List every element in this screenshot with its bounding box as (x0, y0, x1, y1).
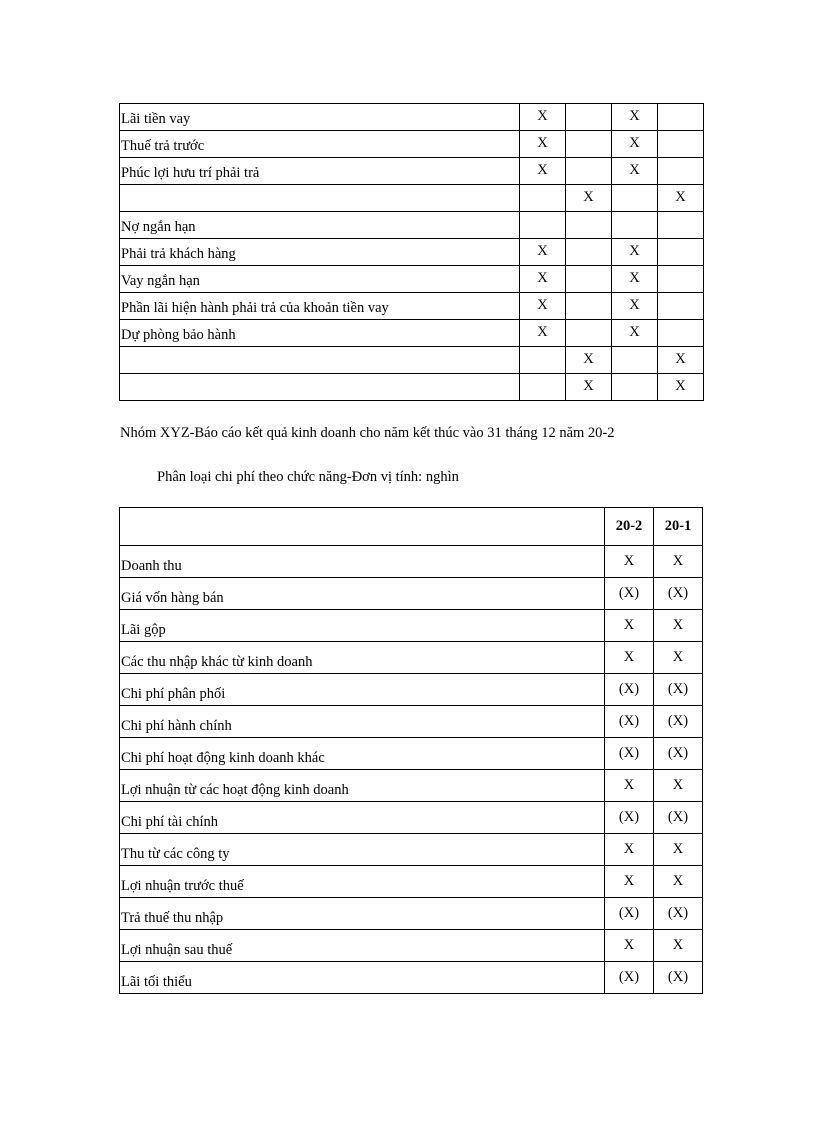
cell-mark: X (520, 320, 566, 347)
cell-mark: X (654, 546, 703, 578)
cell-mark (612, 374, 658, 401)
cell-mark: X (605, 770, 654, 802)
table-row (120, 930, 703, 962)
table-row (120, 578, 703, 610)
cell-mark: (X) (605, 578, 654, 610)
cell-mark (658, 266, 704, 293)
row-label: Lãi tiền vay (120, 104, 520, 131)
cell-mark (612, 347, 658, 374)
cell-mark: (X) (605, 706, 654, 738)
table-row (120, 347, 704, 374)
cell-mark: X (520, 266, 566, 293)
cell-mark: X (612, 158, 658, 185)
table-row (120, 239, 704, 266)
report-heading: Nhóm XYZ-Báo cáo kết quả kinh doanh cho năm kết thúc vào 31 tháng 12 năm 20-2 (120, 425, 615, 441)
cell-mark: X (612, 266, 658, 293)
cell-mark (566, 104, 612, 131)
row-label: Vay ngắn hạn (120, 266, 520, 293)
cell-mark (520, 212, 566, 239)
cell-mark: X (658, 347, 704, 374)
table-row (120, 674, 703, 706)
row-label: Lãi tối thiểu (120, 962, 605, 994)
row-label: Thuế trả trước (120, 131, 520, 158)
row-label: Phúc lợi hưu trí phải trả (120, 158, 520, 185)
cell-mark: X (654, 610, 703, 642)
cell-mark (566, 293, 612, 320)
cell-mark (566, 212, 612, 239)
cell-mark: X (654, 866, 703, 898)
balance-sheet-table (119, 103, 704, 401)
cell-mark: (X) (605, 898, 654, 930)
row-label: Phải trả khách hàng (120, 239, 520, 266)
cell-mark (612, 185, 658, 212)
table-row (120, 158, 704, 185)
cell-mark: (X) (605, 738, 654, 770)
cell-mark (520, 374, 566, 401)
income-statement-table (119, 507, 703, 994)
cell-mark (658, 158, 704, 185)
cell-mark: (X) (654, 898, 703, 930)
cell-mark: X (520, 293, 566, 320)
cell-mark: X (566, 185, 612, 212)
cell-mark: X (605, 546, 654, 578)
cell-mark: X (605, 834, 654, 866)
cell-mark: (X) (654, 962, 703, 994)
row-label: Chi phí hành chính (120, 706, 605, 738)
cell-mark: (X) (654, 674, 703, 706)
cell-mark: (X) (605, 674, 654, 706)
cell-mark: (X) (654, 706, 703, 738)
table-row (120, 212, 704, 239)
cell-mark: X (654, 770, 703, 802)
header-label (120, 508, 605, 546)
table-row (120, 738, 703, 770)
cell-mark (658, 104, 704, 131)
row-label: Lãi gộp (120, 610, 605, 642)
table-row (120, 546, 703, 578)
cell-mark (658, 320, 704, 347)
cell-mark: X (605, 930, 654, 962)
cell-mark (566, 239, 612, 266)
cell-mark: (X) (654, 578, 703, 610)
row-label: Chi phí hoạt động kinh doanh khác (120, 738, 605, 770)
table-row (120, 610, 703, 642)
table-row (120, 642, 703, 674)
cell-mark: X (605, 610, 654, 642)
row-label: Phần lãi hiện hành phải trả của khoản tiền vay (120, 293, 520, 320)
row-label (120, 185, 520, 212)
cell-mark: (X) (605, 802, 654, 834)
column-header-20-2: 20-2 (605, 508, 654, 546)
table-row (120, 802, 703, 834)
table-row (120, 374, 704, 401)
cell-mark: X (612, 104, 658, 131)
table-row (120, 866, 703, 898)
cell-mark (520, 347, 566, 374)
row-label: Lợi nhuận sau thuế (120, 930, 605, 962)
row-label: Chi phí tài chính (120, 802, 605, 834)
cell-mark: X (520, 131, 566, 158)
cell-mark (658, 212, 704, 239)
row-label (120, 347, 520, 374)
cell-mark (566, 320, 612, 347)
row-label: Lợi nhuận từ các hoạt động kinh doanh (120, 770, 605, 802)
row-label (120, 374, 520, 401)
row-label: Doanh thu (120, 546, 605, 578)
cell-mark: X (520, 104, 566, 131)
row-label: Lợi nhuận trước thuế (120, 866, 605, 898)
cell-mark: X (654, 930, 703, 962)
cell-mark (566, 158, 612, 185)
row-label: Chi phí phân phối (120, 674, 605, 706)
table-row (120, 266, 704, 293)
table-row (120, 962, 703, 994)
table-row (120, 770, 703, 802)
table-row (120, 185, 704, 212)
report-subheading: Phân loại chi phí theo chức năng-Đơn vị tính: nghìn (157, 469, 459, 485)
cell-mark: X (605, 642, 654, 674)
column-header-20-1: 20-1 (654, 508, 703, 546)
row-label: Nợ ngắn hạn (120, 212, 520, 239)
row-label: Các thu nhập khác từ kinh doanh (120, 642, 605, 674)
cell-mark: X (605, 866, 654, 898)
table-row (120, 104, 704, 131)
table-row (120, 293, 704, 320)
cell-mark: X (658, 185, 704, 212)
row-label: Thu từ các công ty (120, 834, 605, 866)
cell-mark: (X) (654, 738, 703, 770)
table-row (120, 131, 704, 158)
cell-mark (658, 131, 704, 158)
cell-mark: X (654, 834, 703, 866)
table-row (120, 834, 703, 866)
cell-mark: X (654, 642, 703, 674)
cell-mark (658, 239, 704, 266)
cell-mark: X (566, 347, 612, 374)
row-label: Dự phòng bảo hành (120, 320, 520, 347)
cell-mark: X (520, 239, 566, 266)
cell-mark (658, 293, 704, 320)
cell-mark: X (520, 158, 566, 185)
cell-mark (566, 266, 612, 293)
table-header-row (120, 508, 703, 546)
table-row (120, 706, 703, 738)
cell-mark: X (566, 374, 612, 401)
table-row (120, 898, 703, 930)
cell-mark (566, 131, 612, 158)
cell-mark (520, 185, 566, 212)
cell-mark: X (612, 239, 658, 266)
cell-mark: X (658, 374, 704, 401)
row-label: Giá vốn hàng bán (120, 578, 605, 610)
cell-mark: X (612, 320, 658, 347)
cell-mark: (X) (654, 802, 703, 834)
cell-mark (612, 212, 658, 239)
table-row (120, 320, 704, 347)
row-label: Trả thuế thu nhập (120, 898, 605, 930)
cell-mark: X (612, 293, 658, 320)
cell-mark: (X) (605, 962, 654, 994)
cell-mark: X (612, 131, 658, 158)
